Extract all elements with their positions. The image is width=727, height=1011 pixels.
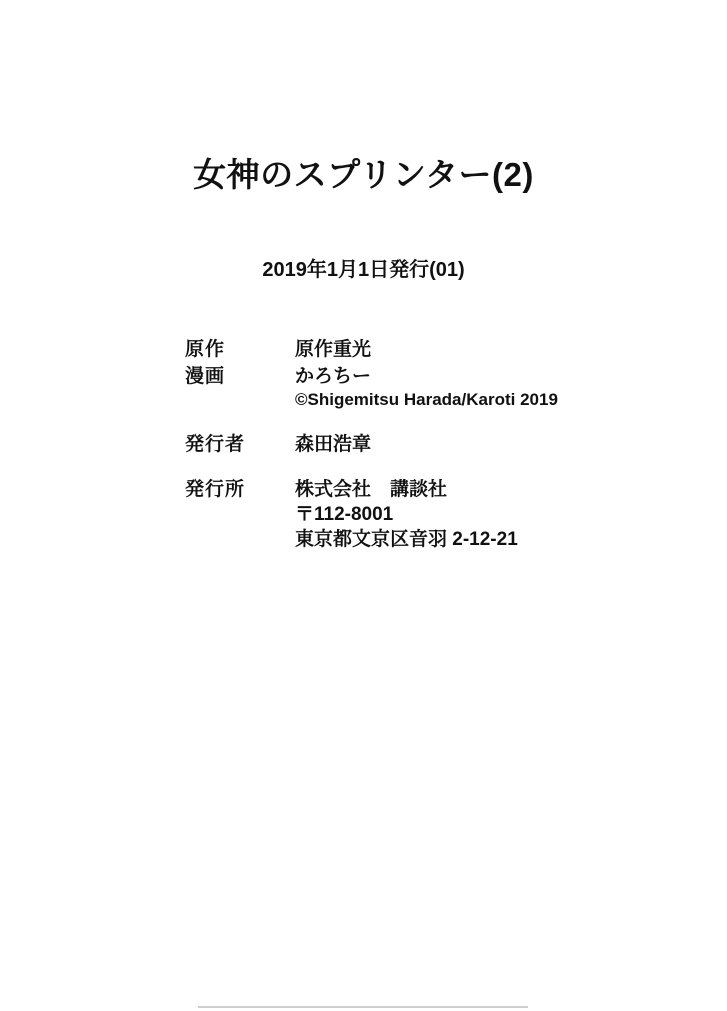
credit-label-publisher-person: 発行者 [185,433,246,455]
credit-values-manga-artist [295,364,727,412]
credit-value-publisher-person: 森田浩章 [295,433,372,455]
credit-value-original-author: 原作重光 [295,339,372,360]
credits-block [0,337,727,554]
publisher-postcode: 〒112-8001 [295,503,394,525]
publisher-name: 株式会社 講談社 [295,478,448,500]
credit-value-manga-artist: かろちー [295,366,372,388]
page-title: 女神のスプリンター(2) [193,156,534,193]
publisher-address: 東京都文京区音羽 2-12-21 [295,528,518,550]
credit-label-original-author: 原作 [185,339,226,360]
credit-row-publisher-person [0,432,727,457]
copyright-line: ©Shigemitsu Harada/Karoti 2019 [295,390,558,410]
credit-values-publisher [295,477,727,552]
credit-label-manga-artist: 漫画 [185,366,226,388]
spacer-after-publisher-person [0,459,727,477]
spacer-after-copyright [0,414,727,432]
credit-values-original-author [295,337,727,362]
credit-label-publisher: 発行所 [185,478,246,500]
credit-values-publisher-person [295,432,727,457]
publication-date: 2019年1月1日発行(01) [262,259,465,281]
credit-row-original-author [0,337,727,362]
bottom-divider [198,1006,528,1008]
credit-row-publisher [0,477,727,552]
credit-row-manga-artist [0,364,727,412]
